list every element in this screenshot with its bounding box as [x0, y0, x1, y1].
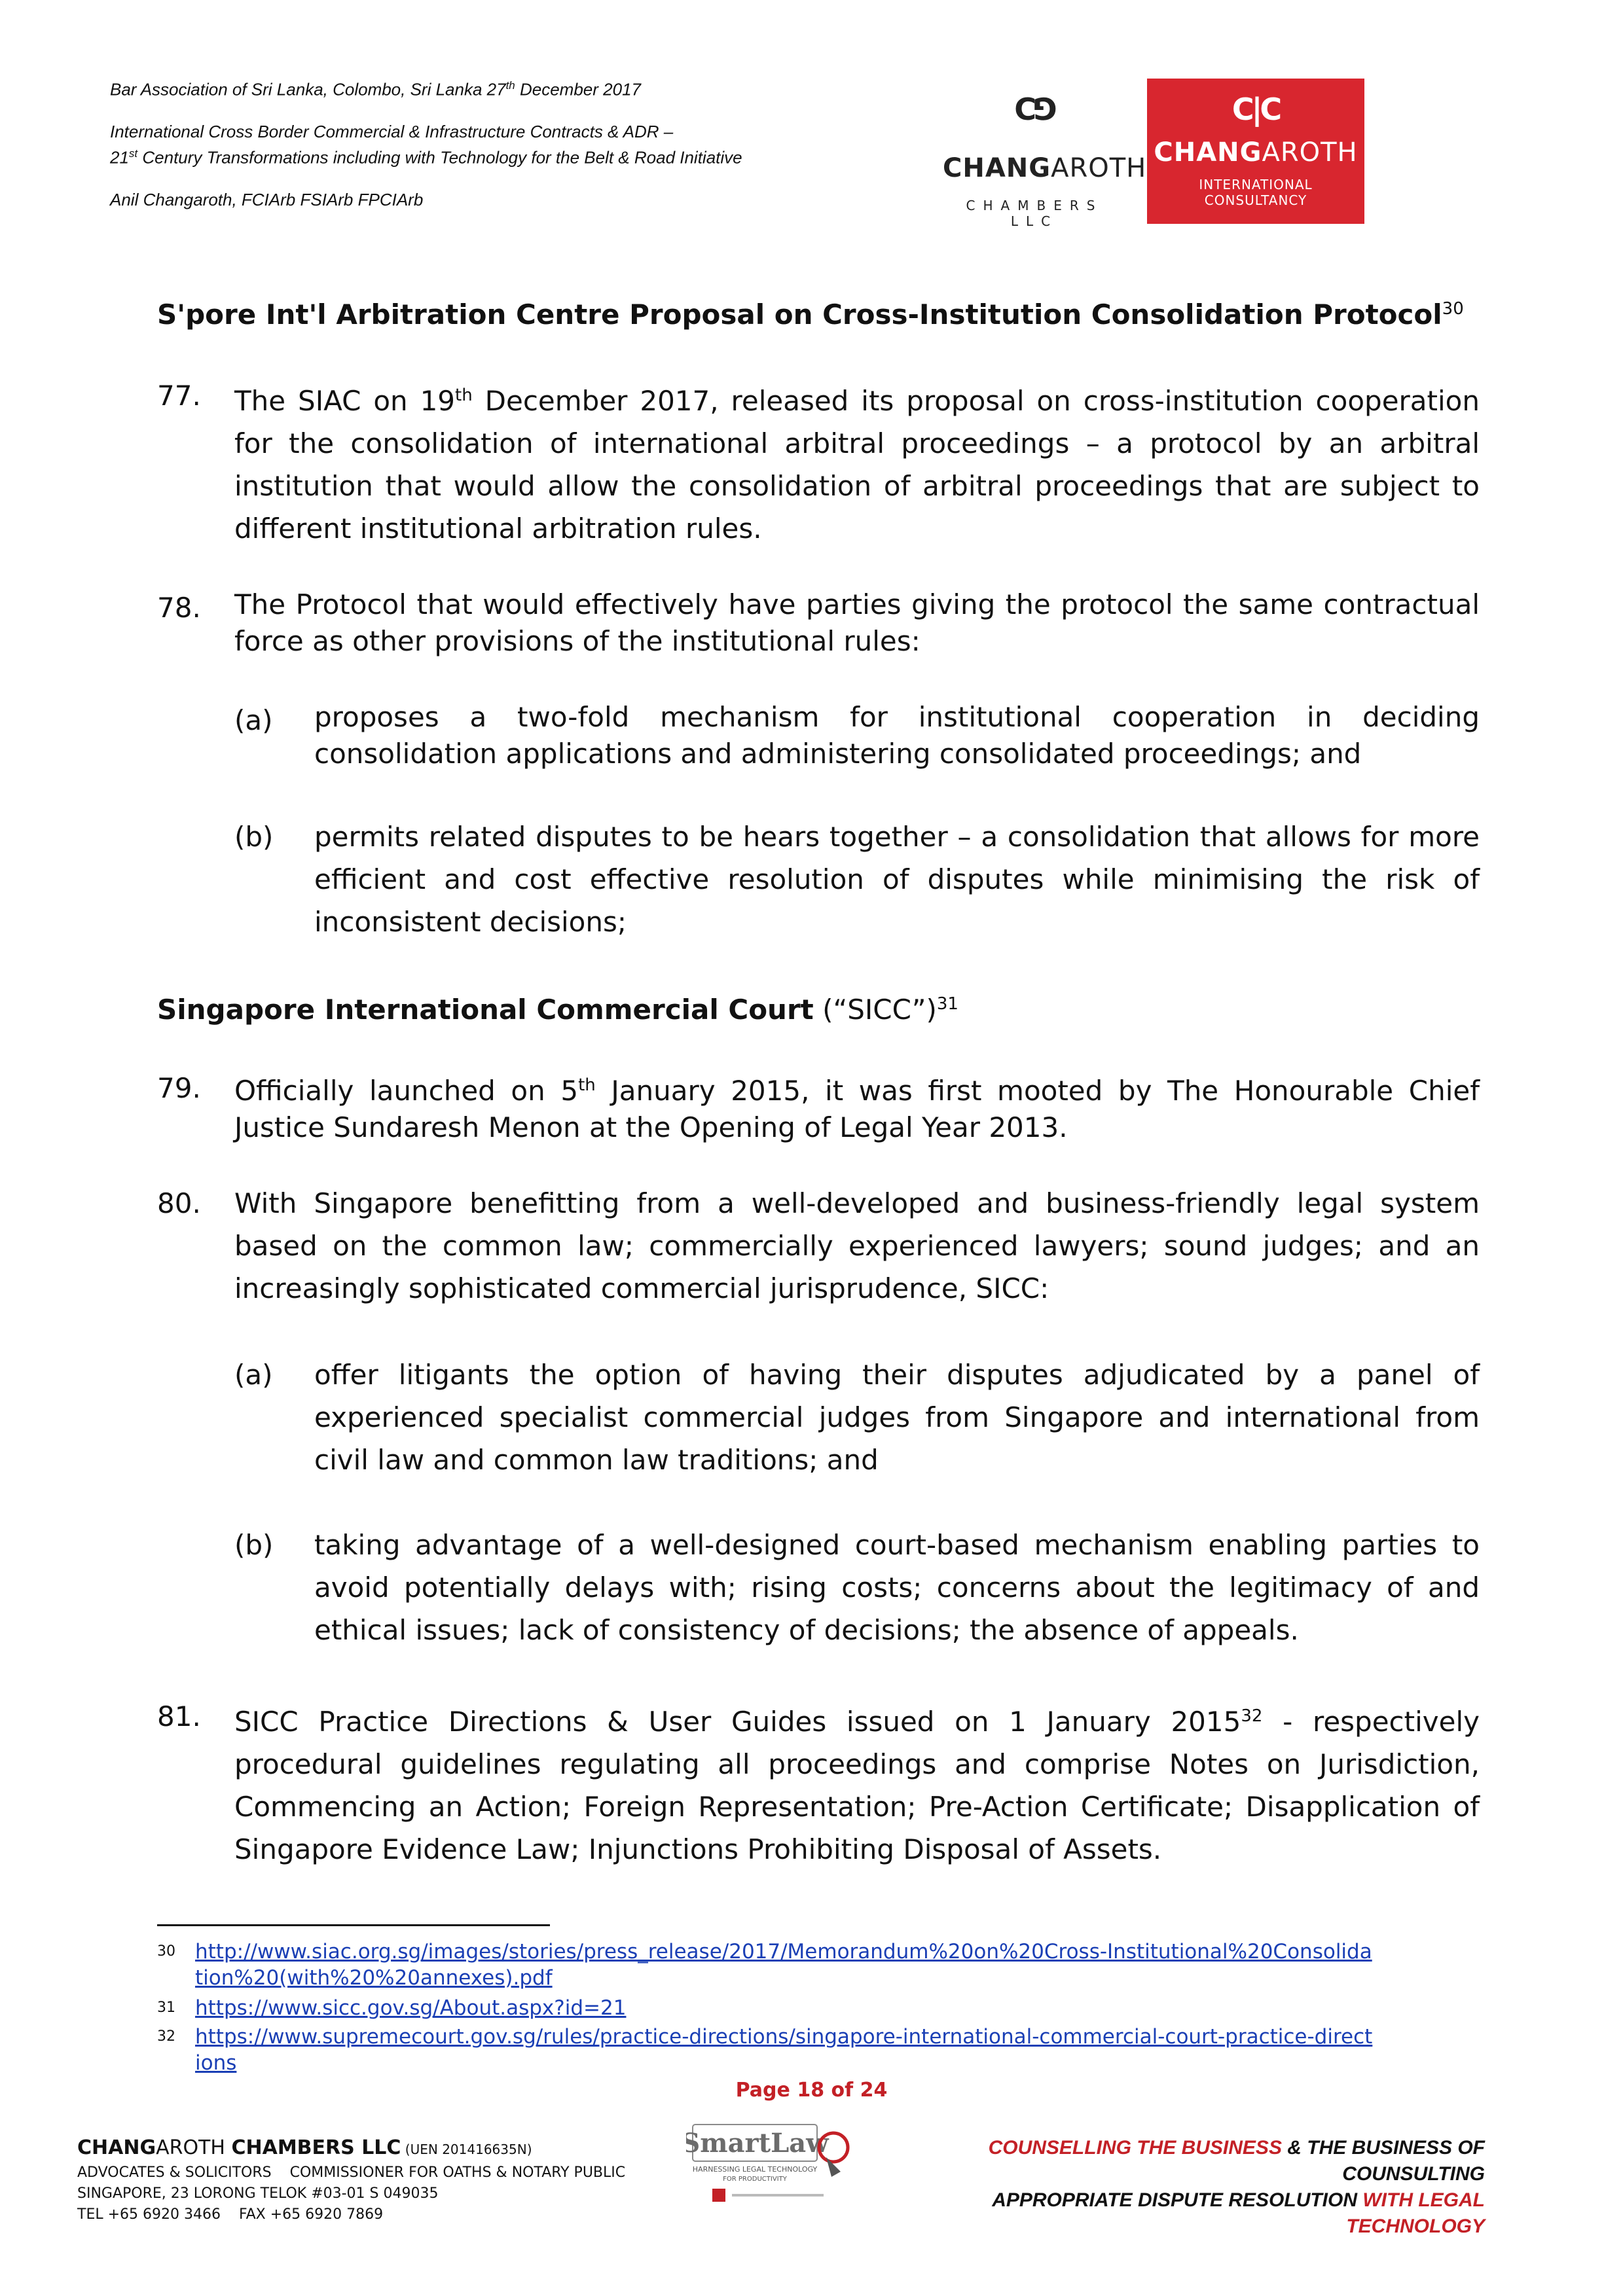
subparagraph-78b: permits related disputes to be hears together – a consolidation that allows for more efficient and cost effective resolution of disputes while minimising the risk of inconsistent decisions; [314, 821, 1480, 938]
subparagraph-80b: taking advantage of a well-designed court-based mechanism enabling parties to avoid potentially delays with; rising costs; concerns about the legitimacy of and ethical issues; lack of consistency of decisions; the absence of appeals. [314, 1529, 1480, 1646]
logo-mark-icon: C⅁ [1014, 92, 1055, 127]
logo-subtitle: CHAMBERS LLC [966, 198, 1103, 229]
logo-name-rest: AROTH [1051, 153, 1147, 183]
paragraph-number: 78. [157, 592, 201, 624]
paragraph-text: The SIAC on 19 [234, 385, 456, 417]
subparagraph-label: (b) [234, 821, 274, 853]
logo-name-bold: CHANG [943, 153, 1051, 183]
paragraph-text: - respectively procedural guidelines regulating all proceedings and comprise Notes on Jurisdiction, Commencing an Action; Foreign Representation; Pre-Action Certificate; Disapplication of Singapore Evidence Law; Injunctions Prohibiting Disposal of Assets. [234, 1706, 1480, 1865]
logo-name [1147, 137, 1364, 168]
paragraph-number: 79. [157, 1072, 201, 1104]
logo-name-bold: CHANG [1154, 137, 1262, 168]
paragraph-80: With Singapore benefitting from a well-developed and business-friendly legal system based on the common law; commercially experienced lawyers; sound judges; and an increasingly sophisticated commercial jurisprudence, SICC: [234, 1187, 1480, 1304]
paragraph-81 [234, 1695, 1480, 1871]
footer-firm-details [77, 2135, 625, 2225]
paragraph-text: SICC Practice Directions & User Guides issued on 1 January 2015 [234, 1706, 1241, 1738]
heading-text-plain: (“SICC”) [813, 994, 937, 1026]
subparagraph-label: (b) [234, 1529, 274, 1561]
footer-tagline [875, 2135, 1485, 2240]
header-sup: st [128, 147, 138, 160]
footnote-ref[interactable]: 31 [936, 994, 958, 1014]
footer-firm-name [77, 2135, 625, 2162]
footer-services: ADVOCATES & SOLICITORS COMMISSIONER FOR OATHS & NOTARY PUBLIC [77, 2164, 626, 2181]
tagline-red: WITH LEGAL TECHNOLOGY [1346, 2189, 1485, 2237]
firm-uen: (UEN 201416635N) [401, 2142, 532, 2157]
tagline-line-1 [875, 2135, 1485, 2187]
firm-name-bold: CHANG [77, 2136, 156, 2159]
footnote-link[interactable]: https://www.sicc.gov.sg/About.aspx?id=21 [195, 1996, 627, 2020]
smartlaw-logo [686, 2111, 856, 2210]
paragraph-77 [234, 374, 1480, 550]
header-author-line: Anil Changaroth, FCIArb FSIArb FPCIArb [110, 190, 424, 209]
firm-name-plain: AROTH [156, 2136, 232, 2159]
header-text: December 2017 [515, 79, 641, 99]
subparagraph-label: (a) [234, 704, 273, 736]
firm-name-bold: CHAMBERS LLC [231, 2136, 401, 2159]
paragraph-sup: th [455, 386, 473, 405]
footnote-number: 31 [157, 2000, 175, 2016]
subparagraph-80a: offer litigants the option of having their disputes adjudicated by a panel of experienced specialist commercial judges from Singapore and international from civil law and common law traditions; and [314, 1359, 1480, 1476]
paragraph-78: The Protocol that would effectively have parties giving the protocol the same contractual force as other provisions of the institutional rules: [234, 588, 1480, 657]
tagline-black: APPROPRIATE DISPUTE RESOLUTION [992, 2189, 1363, 2211]
section-heading-siac-protocol [157, 291, 1464, 333]
paragraph-79 [234, 1067, 1480, 1146]
page-number: Page 18 of 24 [735, 2079, 888, 2102]
header-subtitle-line [110, 143, 742, 169]
heading-text: S'pore Int'l Arbitration Centre Proposal on Cross-Institution Consolidation Protocol [157, 298, 1442, 331]
footer-address: SINGAPORE, 23 LORONG TELOK #03-01 S 049035 [77, 2185, 439, 2202]
footnote-number: 30 [157, 1943, 175, 1960]
paragraph-number: 80. [157, 1187, 201, 1219]
footnote-divider [157, 1924, 550, 1926]
paragraph-text: January 2015, it was first mooted by The Honourable Chief Justice Sundaresh Menon at the Opening of Legal Year 2013. [234, 1075, 1480, 1143]
paragraph-number: 81. [157, 1700, 201, 1732]
smartlaw-subtitle: HARNESSING LEGAL TECHNOLOGY [692, 2165, 818, 2174]
smartlaw-badge-icon [686, 2111, 856, 2210]
footnote-link[interactable]: https://www.supremecourt.gov.sg/rules/practice-directions/singapore-international-commercial-court-practice-directions [195, 2025, 1373, 2075]
paragraph-sup: th [578, 1075, 596, 1095]
logo-mark-icon: C|C [1231, 92, 1280, 127]
tagline-red: COUNSELLING THE BUSINESS [988, 2137, 1282, 2159]
header-title-line: International Cross Border Commercial & Infrastructure Contracts & ADR – [110, 122, 674, 141]
heading-text: Singapore International Commercial Court [157, 994, 814, 1026]
logo-subtitle: INTERNATIONAL CONSULTANCY [1199, 177, 1313, 208]
header-text: 21 [110, 147, 129, 168]
footnote-ref[interactable]: 30 [1442, 299, 1464, 319]
logo-name-rest: AROTH [1262, 137, 1358, 168]
paragraph-number: 77. [157, 380, 201, 412]
footnote-ref[interactable]: 32 [1241, 1706, 1263, 1726]
section-heading-sicc [157, 986, 958, 1028]
paragraph-text: December 2017, released its proposal on cross-institution cooperation for the consolidation of international arbitral proceedings – a protocol by an arbitral institution that would allow the consolidation of arbitral proceedings that are subject to different institutional arbitration rules. [234, 385, 1480, 545]
header-text: Century Transformations including with Technology for the Belt & Road Initiative [137, 147, 742, 168]
tagline-black: & THE BUSINESS OF COUNSULTING [1281, 2137, 1485, 2185]
changaroth-consultancy-logo [1147, 79, 1364, 224]
logo-name [943, 153, 1147, 183]
tagline-line-2 [875, 2187, 1485, 2240]
smartlaw-subtitle-2: FOR PRODUCTIVITY [723, 2176, 787, 2183]
subparagraph-label: (a) [234, 1359, 273, 1391]
footnote-link[interactable]: http://www.siac.org.sg/images/stories/press_release/2017/Memorandum%20on%20Cross-Institutional%20Consolidation%20(with%20%20annexes).pdf [195, 1940, 1372, 1990]
footnote-number: 32 [157, 2028, 175, 2045]
paragraph-text: Officially launched on 5 [234, 1075, 579, 1107]
header-sup: th [505, 79, 515, 92]
subparagraph-78a: proposes a two-fold mechanism for institutional cooperation in deciding consolidation applications and administering consolidated proceedings; and [314, 701, 1480, 770]
footer-contact: TEL +65 6920 3466 FAX +65 6920 7869 [77, 2206, 384, 2223]
smartlaw-title: SmartLaw [686, 2128, 829, 2159]
header-text: Bar Association of Sri Lanka, Colombo, Sri Lanka 27 [110, 79, 506, 99]
changaroth-chambers-logo [943, 92, 1147, 229]
header-conference-line [110, 75, 641, 101]
